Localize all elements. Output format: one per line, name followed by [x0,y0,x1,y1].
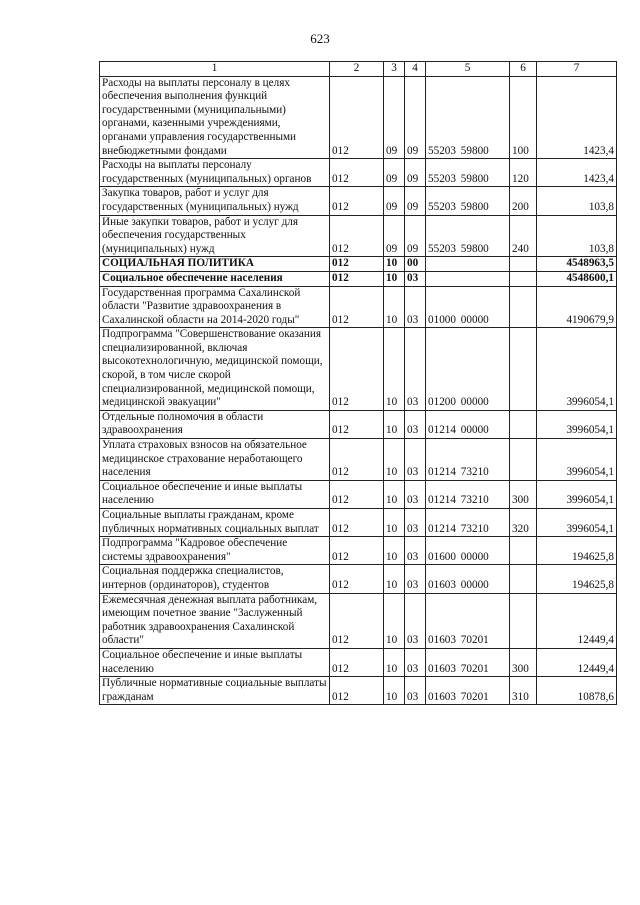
row-section-code: 10 [384,286,405,328]
row-subsection-code: 03 [405,480,426,508]
row-subsection-code: 03 [405,648,426,676]
row-target-code [426,410,510,438]
row-expense-type-code [510,537,537,565]
row-section-code: 10 [384,648,405,676]
row-subsection-code: 03 [405,509,426,537]
row-grbs-code: 012 [330,286,384,328]
row-grbs-code: 012 [330,537,384,565]
row-subsection-code: 03 [405,439,426,481]
row-name: Расходы на выплаты персоналу в целях обеспечения выполнения функций государственными (муниципальными) органами, казенными учреждениями, органами управления государственными внебюджетными фондами [100,76,330,159]
row-section-code: 10 [384,593,405,648]
row-amount: 1423,4 [537,159,617,187]
row-name: Иные закупки товаров, работ и услуг для обеспечения государственных (муниципальных) нужд [100,215,330,257]
row-name: Закупка товаров, работ и услуг для государственных (муниципальных) нужд [100,187,330,215]
row-section-code: 10 [384,271,405,286]
row-grbs-code: 012 [330,565,384,593]
row-target-code [426,565,510,593]
row-subsection-code: 09 [405,76,426,159]
header-cell: 3 [384,62,405,77]
row-target-code [426,187,510,215]
table-row [100,480,617,508]
row-expense-type-code [510,410,537,438]
row-name: Подпрограмма "Кадровое обеспечение системы здравоохранения" [100,537,330,565]
target-code-direction: 00000 [460,313,489,326]
table-row [100,537,617,565]
row-target-code [426,159,510,187]
header-cell: 4 [405,62,426,77]
row-expense-type-code: 200 [510,187,537,215]
target-code-program: 01214 [428,494,456,507]
target-code-direction: 59800 [460,144,489,157]
row-amount: 194625,8 [537,565,617,593]
row-amount: 3996054,1 [537,509,617,537]
row-expense-type-code: 310 [510,677,537,705]
target-code-direction: 00000 [460,396,489,409]
row-expense-type-code: 320 [510,509,537,537]
row-grbs-code: 012 [330,410,384,438]
row-expense-type-code [510,593,537,648]
row-section-code: 10 [384,565,405,593]
table-body [100,62,617,705]
row-expense-type-code [510,257,537,272]
target-code-program: 01603 [428,690,456,703]
row-target-code [426,76,510,159]
row-section-code: 10 [384,328,405,411]
row-target-code [426,271,510,286]
row-grbs-code: 012 [330,159,384,187]
target-code-program: 01000 [428,313,456,326]
target-code-program: 55203 [428,200,456,213]
row-name: Ежемесячная денежная выплата работникам, имеющим почетное звание "Заслуженный работник здравоохранения Сахалинской области" [100,593,330,648]
table-row [100,328,617,411]
row-grbs-code: 012 [330,187,384,215]
row-section-code: 10 [384,509,405,537]
row-expense-type-code: 240 [510,215,537,257]
row-amount: 3996054,1 [537,480,617,508]
target-code-direction: 70201 [460,634,489,647]
budget-table [99,61,617,705]
page-number: 623 [310,31,330,46]
header-cell: 1 [100,62,330,77]
row-grbs-code: 012 [330,76,384,159]
row-section-code: 10 [384,677,405,705]
row-grbs-code: 012 [330,509,384,537]
target-code-program: 01600 [428,550,456,563]
target-code-program: 55203 [428,242,456,255]
row-amount: 12449,4 [537,593,617,648]
row-target-code [426,286,510,328]
target-code-program: 01214 [428,522,456,535]
row-subsection-code: 09 [405,159,426,187]
header-cell: 7 [537,62,617,77]
row-section-code: 09 [384,76,405,159]
header-cell: 5 [426,62,510,77]
row-target-code [426,593,510,648]
target-code-direction: 59800 [460,242,489,255]
table-row [100,286,617,328]
row-grbs-code: 012 [330,215,384,257]
row-section-code: 10 [384,410,405,438]
row-grbs-code: 012 [330,677,384,705]
row-amount: 103,8 [537,215,617,257]
table-row [100,677,617,705]
row-target-code [426,648,510,676]
row-target-code [426,509,510,537]
table-row [100,439,617,481]
target-code-direction: 00000 [460,424,489,437]
row-subsection-code: 03 [405,286,426,328]
row-amount: 4190679,9 [537,286,617,328]
header-row [100,62,617,77]
row-name: Публичные нормативные социальные выплаты гражданам [100,677,330,705]
row-amount: 1423,4 [537,76,617,159]
row-subsection-code: 03 [405,537,426,565]
row-name: Расходы на выплаты персоналу государственных (муниципальных) органов [100,159,330,187]
table-row [100,509,617,537]
header-cell: 2 [330,62,384,77]
row-name: Социальное обеспечение и иные выплаты населению [100,480,330,508]
table-row [100,257,617,272]
row-name: СОЦИАЛЬНАЯ ПОЛИТИКА [100,257,330,272]
target-code-program: 55203 [428,172,456,185]
row-target-code [426,215,510,257]
row-target-code [426,677,510,705]
row-target-code [426,439,510,481]
row-section-code: 10 [384,480,405,508]
row-subsection-code: 09 [405,215,426,257]
table-row [100,76,617,159]
row-section-code: 09 [384,159,405,187]
row-target-code [426,257,510,272]
target-code-direction: 00000 [460,550,489,563]
row-amount: 194625,8 [537,537,617,565]
row-expense-type-code [510,286,537,328]
row-subsection-code: 03 [405,565,426,593]
row-expense-type-code: 100 [510,76,537,159]
target-code-program: 01214 [428,424,456,437]
target-code-program: 55203 [428,144,456,157]
row-grbs-code: 012 [330,648,384,676]
row-name: Социальное обеспечение населения [100,271,330,286]
target-code-direction: 70201 [460,690,489,703]
row-name: Уплата страховых взносов на обязательное медицинское страхование неработающего населения [100,439,330,481]
row-grbs-code: 012 [330,257,384,272]
row-name: Государственная программа Сахалинской области "Развитие здравоохранения в Сахалинской области на 2014-2020 годы" [100,286,330,328]
target-code-direction: 73210 [460,494,489,507]
table-row [100,271,617,286]
row-subsection-code: 00 [405,257,426,272]
row-section-code: 10 [384,257,405,272]
row-expense-type-code [510,328,537,411]
target-code-direction: 70201 [460,662,489,675]
target-code-program: 01200 [428,396,456,409]
row-expense-type-code [510,565,537,593]
row-expense-type-code [510,271,537,286]
target-code-direction: 73210 [460,522,489,535]
row-name: Социальное обеспечение и иные выплаты населению [100,648,330,676]
row-subsection-code: 09 [405,187,426,215]
row-name: Социальная поддержка специалистов, интернов (ординаторов), студентов [100,565,330,593]
row-grbs-code: 012 [330,439,384,481]
row-amount: 12449,4 [537,648,617,676]
row-amount: 3996054,1 [537,410,617,438]
row-expense-type-code: 120 [510,159,537,187]
target-code-direction: 73210 [460,466,489,479]
target-code-program: 01603 [428,662,456,675]
row-target-code [426,480,510,508]
row-amount: 3996054,1 [537,439,617,481]
row-section-code: 09 [384,215,405,257]
row-name: Отдельные полномочия в области здравоохранения [100,410,330,438]
row-amount: 103,8 [537,187,617,215]
table-row [100,215,617,257]
row-amount: 3996054,1 [537,328,617,411]
row-grbs-code: 012 [330,480,384,508]
target-code-direction: 59800 [460,200,489,213]
row-section-code: 10 [384,439,405,481]
row-grbs-code: 012 [330,271,384,286]
row-expense-type-code: 300 [510,480,537,508]
row-subsection-code: 03 [405,410,426,438]
row-target-code [426,537,510,565]
row-subsection-code: 03 [405,593,426,648]
row-section-code: 09 [384,187,405,215]
row-expense-type-code: 300 [510,648,537,676]
row-grbs-code: 012 [330,328,384,411]
row-amount: 10878,6 [537,677,617,705]
row-name: Социальные выплаты гражданам, кроме публичных нормативных социальных выплат [100,509,330,537]
table-row [100,593,617,648]
table-row [100,187,617,215]
row-amount: 4548963,5 [537,257,617,272]
target-code-program: 01214 [428,466,456,479]
row-amount: 4548600,1 [537,271,617,286]
row-name: Подпрограмма "Совершенствование оказания специализированной, включая высокотехнологичную, медицинской помощи, скорой, в том числе скорой специализированной, медицинской помощи, медицинской эвакуации" [100,328,330,411]
row-subsection-code: 03 [405,677,426,705]
row-subsection-code: 03 [405,328,426,411]
target-code-direction: 00000 [460,578,489,591]
table-row [100,410,617,438]
target-code-program: 01603 [428,578,456,591]
row-target-code [426,328,510,411]
table-row [100,565,617,593]
target-code-direction: 59800 [460,172,489,185]
row-subsection-code: 03 [405,271,426,286]
target-code-program: 01603 [428,634,456,647]
header-cell: 6 [510,62,537,77]
row-expense-type-code [510,439,537,481]
row-section-code: 10 [384,537,405,565]
table-row [100,648,617,676]
row-grbs-code: 012 [330,593,384,648]
table-row [100,159,617,187]
